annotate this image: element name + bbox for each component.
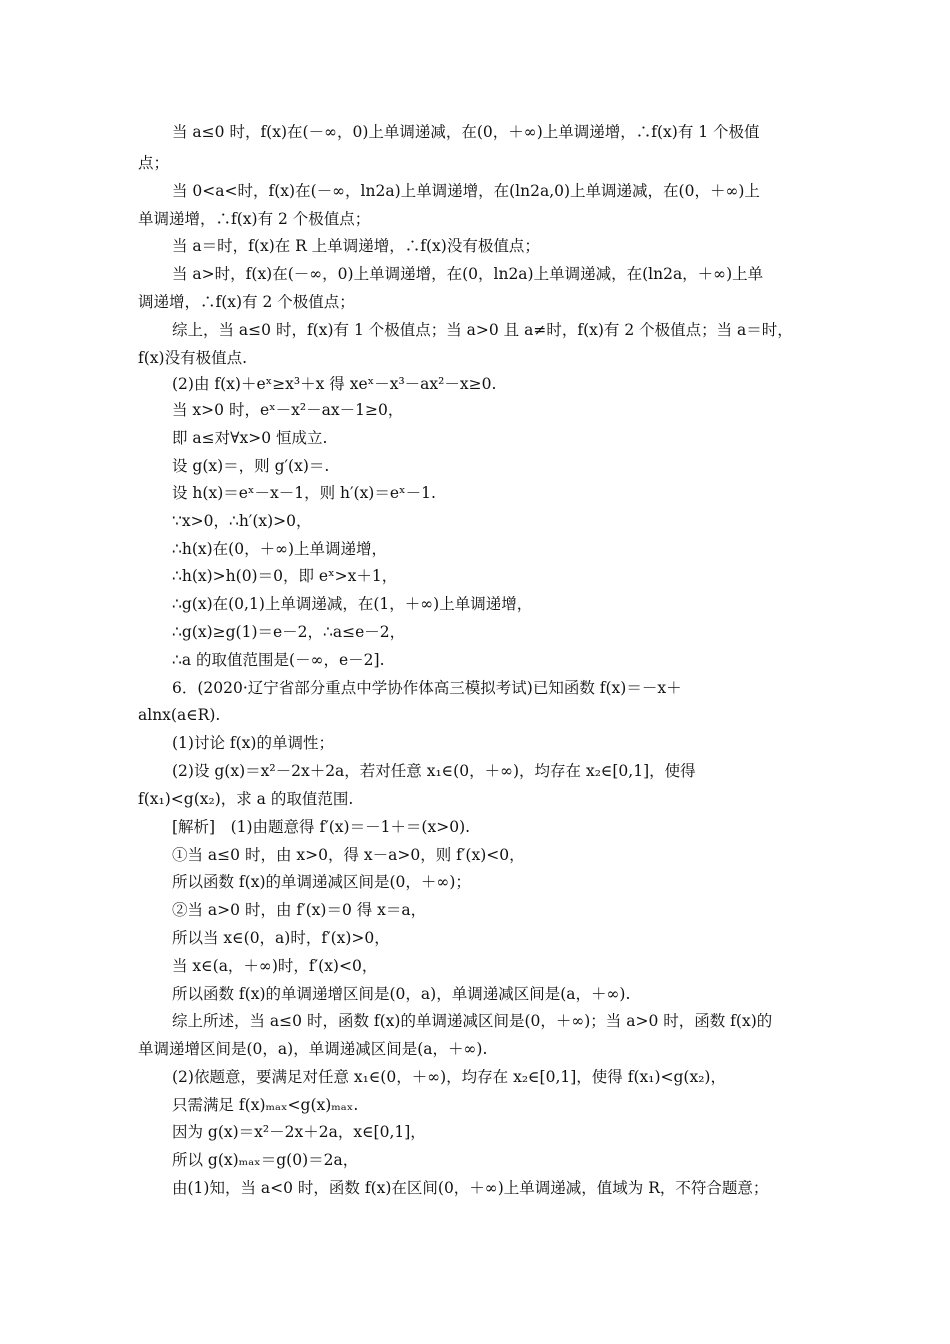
text-line: (1)讨论 f(x)的单调性；	[172, 734, 334, 752]
text-line: (2)依题意，要满足对任意 x₁∈(0，＋∞)，均存在 x₂∈[0,1]，使得 f(x₁)<g(x₂)，	[172, 1068, 726, 1086]
text-line: ∴h(x)>h(0)＝0，即 eˣ>x＋1，	[172, 567, 398, 585]
text-line: 单调递增区间是(0，a)，单调递减区间是(a，＋∞).	[138, 1040, 488, 1058]
text-line: 当 x>0 时，eˣ－x²－ax－1≥0，	[172, 401, 404, 419]
text-line: 当 x∈(a，＋∞)时，f′(x)<0，	[172, 957, 378, 975]
text-line: 所以函数 f(x)的单调递增区间是(0，a)，单调递减区间是(a，＋∞).	[172, 985, 631, 1003]
text-line: 因为 g(x)＝x²－2x＋2a，x∈[0,1]，	[172, 1123, 426, 1141]
text-line: 当 a>时，f(x)在(－∞，0)上单调递增，在(0，ln2a)上单调递减，在(ln2a，＋∞)上单	[172, 265, 764, 283]
text-line: 单调递增，∴f(x)有 2 个极值点；	[138, 210, 371, 228]
text-line: ①当 a≤0 时，由 x>0，得 x－a>0，则 f′(x)<0，	[172, 846, 525, 864]
text-line: 只需满足 f(x)ₘₐₓ<g(x)ₘₐₓ.	[172, 1096, 359, 1114]
text-line: ∵x>0，∴h′(x)>0，	[172, 512, 312, 530]
text-line: 设 g(x)＝，则 g′(x)＝.	[172, 457, 330, 475]
text-line: 点；	[138, 154, 170, 172]
text-line: 即 a≤对∀x>0 恒成立.	[172, 429, 328, 447]
text-line: ∴h(x)在(0，＋∞)上单调递增，	[172, 540, 388, 558]
text-line: f(x)没有极值点.	[138, 349, 247, 367]
text-line: 由(1)知，当 a<0 时，函数 f(x)在区间(0，＋∞)上单调递减，值域为 R，不符合题意；	[172, 1179, 769, 1197]
text-line: [解析] (1)由题意得 f′(x)＝－1＋＝(x>0).	[172, 818, 471, 836]
text-line: 当 a＝时，f(x)在 R 上单调递增，∴f(x)没有极值点；	[172, 237, 540, 255]
text-line: 设 h(x)＝eˣ－x－1，则 h′(x)＝eˣ－1.	[172, 484, 436, 502]
text-line: 6．(2020·辽宁省部分重点中学协作体高三模拟考试)已知函数 f(x)＝－x＋	[172, 679, 682, 697]
text-line: 综上，当 a≤0 时，f(x)有 1 个极值点；当 a>0 且 a≠时，f(x)有 2 个极值点；当 a＝时，	[172, 321, 793, 339]
text-line: 所以 g(x)ₘₐₓ＝g(0)＝2a，	[172, 1151, 359, 1169]
text-line: 当 a≤0 时，f(x)在(－∞，0)上单调递减，在(0，＋∞)上单调递增，∴f(x)有 1 个极值	[172, 123, 760, 141]
text-line: 当 0<a<时，f(x)在(－∞，ln2a)上单调递增，在(ln2a,0)上单调递减，在(0，＋∞)上	[172, 182, 760, 200]
text-line: (2)由 f(x)＋eˣ≥x³＋x 得 xeˣ－x³－ax²－x≥0.	[172, 375, 497, 393]
text-line: alnx(a∈R).	[138, 706, 221, 724]
text-line: (2)设 g(x)＝x²－2x＋2a，若对任意 x₁∈(0，＋∞)，均存在 x₂∈[0,1]，使得	[172, 762, 696, 780]
text-line: ∴g(x)在(0,1)上单调递减，在(1，＋∞)上单调递增，	[172, 595, 533, 613]
text-line: 所以当 x∈(0，a)时，f′(x)>0，	[172, 929, 390, 947]
text-line: ②当 a>0 时，由 f′(x)＝0 得 x＝a，	[172, 901, 427, 919]
text-line: ∴g(x)≥g(1)＝e－2，∴a≤e－2，	[172, 623, 406, 641]
text-line: f(x₁)<g(x₂)，求 a 的取值范围.	[138, 790, 354, 808]
text-line: ∴a 的取值范围是(－∞，e－2].	[172, 651, 385, 669]
text-line: 综上所述，当 a≤0 时，函数 f(x)的单调递减区间是(0，＋∞)；当 a>0 时，函数 f(x)的	[172, 1012, 773, 1030]
text-line: 调递增，∴f(x)有 2 个极值点；	[138, 293, 355, 311]
text-line: 所以函数 f(x)的单调递减区间是(0，＋∞)；	[172, 873, 471, 891]
